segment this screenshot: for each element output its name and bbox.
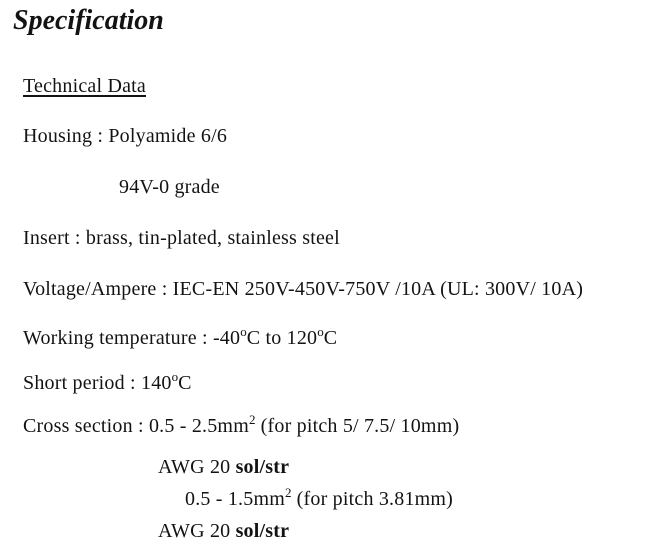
short-period-text: C <box>178 372 192 394</box>
page-title: Specification <box>13 5 164 36</box>
awg-line-2 <box>158 521 289 541</box>
degree-superscript: o <box>171 369 179 384</box>
squared-superscript: 2 <box>284 485 292 500</box>
cross-section-text: (for pitch 3.81mm) <box>291 488 454 510</box>
squared-superscript: 2 <box>248 412 256 427</box>
cross-section-text: (for pitch 5/ 7.5/ 10mm) <box>255 415 460 437</box>
short-period-text: Short period : 140 <box>23 372 172 394</box>
working-temp-text: C to 120 <box>246 327 318 349</box>
awg-line-1 <box>158 457 289 477</box>
degree-superscript: o <box>317 324 324 339</box>
grade-line: 94V-0 grade <box>119 176 220 198</box>
cross-section-line-1 <box>23 412 460 437</box>
housing-line: Housing : Polyamide 6/6 <box>23 125 228 147</box>
cross-section-text: 0.5 - 1.5mm <box>185 488 285 510</box>
awg-text: AWG 20 <box>158 520 236 542</box>
working-temp-text: Working temperature : -40 <box>23 327 241 349</box>
short-period-line <box>23 369 192 394</box>
awg-bold-text: sol/str <box>235 520 290 542</box>
cross-section-text: Cross section : 0.5 - 2.5mm <box>23 415 249 437</box>
insert-line: Insert : brass, tin-plated, stainless steel <box>23 227 340 249</box>
awg-bold-text: sol/str <box>235 456 290 478</box>
section-heading-technical-data: Technical Data <box>23 75 146 97</box>
working-temp-text: C <box>323 327 338 349</box>
voltage-ampere-line: Voltage/Ampere : IEC-EN 250V-450V-750V /10A (UL: 300V/ 10A) <box>23 278 584 300</box>
degree-superscript: o <box>240 324 247 339</box>
awg-text: AWG 20 <box>158 456 236 478</box>
cross-section-line-2 <box>185 485 454 510</box>
working-temperature-line <box>23 324 338 349</box>
